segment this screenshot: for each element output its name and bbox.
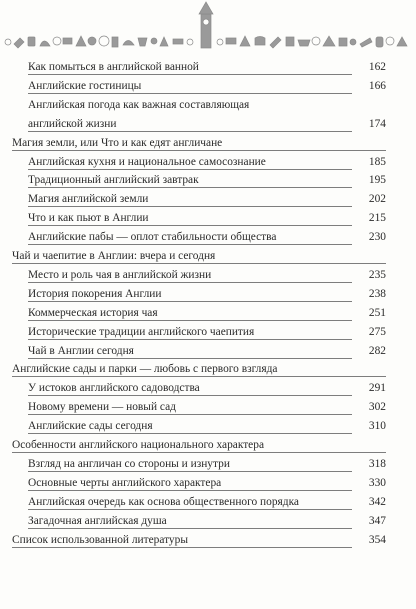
toc-entry-title: Английские сады сегодня [28, 420, 153, 433]
toc-leader-line [28, 490, 352, 491]
toc-entry [28, 513, 386, 530]
toc-entry [28, 494, 386, 511]
toc-section-title: Чай и чаепитие в Англии: вчера и сегодня [12, 250, 216, 262]
toc-entry [28, 324, 386, 341]
toc-page-number: 291 [368, 382, 386, 395]
toc-leader-line [12, 547, 352, 548]
toc-entry [28, 305, 386, 322]
toc-entry [28, 97, 386, 114]
toc-page-number: 310 [368, 420, 386, 433]
toc-entry-title: Место и роль чая в английской жизни [28, 268, 212, 281]
toc-page-number: 347 [368, 514, 386, 527]
toc-leader-line [28, 414, 352, 415]
toc-entry [28, 78, 386, 95]
toc-page-number: 195 [368, 174, 386, 187]
toc-section-title: Магия земли, или Что и как едят англичане [12, 136, 223, 149]
toc-entry-title: Английские пабы — оплот стабильности общества [28, 231, 277, 244]
toc-leader-line [28, 206, 352, 207]
toc-leader-line [28, 320, 352, 321]
toc-entry [28, 286, 386, 303]
toc-section-title: Английские сады и парки — любовь с первого взгляда [12, 363, 278, 376]
toc-page-number: 251 [368, 306, 386, 319]
toc-section [12, 532, 386, 549]
toc-entry [28, 59, 386, 76]
toc-entry [28, 210, 386, 227]
toc-entry-continuation [28, 116, 386, 133]
toc-page-number: 354 [368, 533, 386, 546]
toc-section [12, 248, 386, 265]
toc-leader-line [28, 131, 352, 132]
toc-leader-line [12, 452, 386, 453]
toc-page-number: 235 [368, 268, 386, 281]
toc-entry-title: Английская погода как важная составляющая [28, 98, 250, 111]
toc-page-number: 185 [368, 155, 386, 168]
toc-entry-title: Коммерческая история чая [28, 306, 158, 319]
toc-section [12, 437, 386, 454]
toc-leader-line [28, 169, 352, 170]
toc-entry-title: Магия английской земли [28, 193, 149, 206]
toc-section-title: Особенности английского национального характера [12, 439, 264, 451]
toc-entry [28, 418, 386, 435]
toc-entry [28, 154, 386, 171]
toc-entry-title: Английские гостиницы [28, 79, 142, 92]
toc-entry-title-cont: английской жизни [28, 117, 117, 130]
toc-entry-title: Новому времени — новый сад [28, 401, 176, 414]
toc-entry-title: Загадочная английская душа [28, 514, 167, 527]
toc-entry [28, 456, 386, 473]
toc-leader-line [28, 187, 352, 188]
toc-leader-line [28, 471, 352, 472]
toc-leader-line [12, 376, 386, 377]
toc-page-number: 166 [368, 79, 386, 92]
toc-page-number: 215 [368, 212, 386, 225]
toc-leader-line [28, 528, 352, 529]
toc-entry [28, 229, 386, 246]
toc-leader-line [28, 395, 352, 396]
toc-page-number: 302 [368, 401, 386, 414]
toc-leader-line [28, 509, 352, 510]
toc-entry-title: Английская кухня и национальное самосознание [28, 155, 266, 168]
toc-page-number: 275 [368, 325, 386, 338]
toc-leader-line [28, 301, 352, 302]
toc-leader-line [28, 244, 352, 245]
toc-entry-title: Традиционный английский завтрак [28, 174, 199, 187]
toc-page-number: 238 [368, 287, 386, 300]
toc-entry-title: Что и как пьют в Англии [28, 212, 149, 225]
toc-entry-title: Основные черты английского характера [28, 476, 222, 489]
toc-entry-title: Взгляд на англичан со стороны и изнутри [28, 457, 230, 470]
toc-page-number: 230 [368, 231, 386, 244]
toc-entry [28, 172, 386, 189]
toc-leader-line [28, 282, 352, 283]
toc-leader-line [28, 93, 352, 94]
toc-entry-title: Исторические традиции английского чаепития [28, 325, 255, 338]
toc-page-number: 342 [368, 495, 386, 508]
toc-entry [28, 267, 386, 284]
toc-page-number: 174 [368, 117, 386, 130]
toc-leader-line [28, 74, 352, 75]
toc-section-title: Список использованной литературы [12, 533, 188, 546]
toc-page-number: 202 [368, 193, 386, 206]
toc-leader-line [28, 339, 352, 340]
toc-entry-title: Как помыться в английской ванной [28, 61, 199, 73]
toc-entry [28, 399, 386, 416]
toc-leader-line [12, 150, 386, 151]
toc-leader-line [28, 225, 352, 226]
toc-page-number: 318 [368, 457, 386, 470]
toc-entry [28, 380, 386, 397]
toc-entry-title: Чай в Англии сегодня [28, 344, 134, 357]
toc-entry-title: Английская очередь как основа общественного порядка [28, 495, 299, 508]
toc-page-number: 162 [368, 61, 386, 73]
toc-leader-line [28, 433, 352, 434]
toc-entry [28, 191, 386, 208]
toc-page-number: 282 [368, 344, 386, 357]
toc-entry [28, 475, 386, 492]
toc-entry-title: История покорения Англии [28, 287, 162, 300]
toc-leader-line [12, 263, 386, 264]
toc-section [12, 135, 386, 152]
toc-entry-title: У истоков английского садоводства [28, 382, 200, 395]
toc-entry [28, 343, 386, 360]
toc-section [12, 361, 386, 378]
toc-leader-line [28, 358, 352, 359]
toc-page-number: 330 [368, 476, 386, 489]
